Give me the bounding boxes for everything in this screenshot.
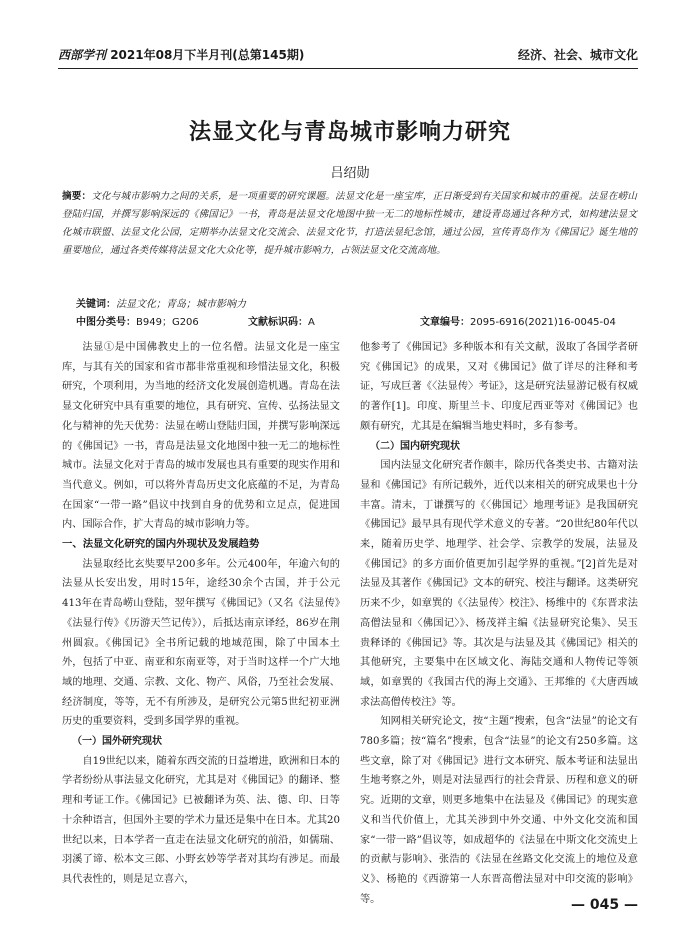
section-heading: （一）国外研究现状: [72, 736, 162, 748]
abstract-text: 文化与城市影响力之间的关系，是一项重要的研究课题。法显文化是一座宝库，正日渐受到有关国家和城市的重视。法显在崂山登陆归国，并撰写影响深远的《佛国记》一书，青岛是法显文化地图中独一无二的地标性城市，建设青岛通过各种方式，如构建法显文化城市联盟、法显文化公园，定期举办法显文化交流会、法显文化节，打造法显纪念馆，通过公园，宣传青岛作为《佛国记》诞生地的重要地位，通过各类传媒将法显文化大众化等，提升城市影响力，占领法显文化交流高地。: [62, 191, 638, 256]
keywords: [76, 295, 636, 310]
clc-value: B949；G206: [136, 317, 199, 328]
document-code: [248, 313, 315, 328]
journal-logo: 西部学刊: [58, 48, 107, 62]
body-column-left: [62, 338, 340, 913]
running-header: [58, 40, 638, 69]
article-author: 吕绍勋: [330, 166, 370, 181]
clc-number: [76, 313, 199, 328]
page-number: — 045 —: [571, 897, 638, 913]
keywords-label: 关键词：: [76, 299, 116, 310]
section-heading: （二）国内研究现状: [370, 440, 460, 452]
doc-code-value: A: [308, 317, 315, 328]
keywords-text: 法显文化；青岛；城市影响力: [116, 299, 246, 310]
body-paragraph: 他参考了《佛国记》多种版本和有关文献，汲取了各国学者研究《佛国记》的成果，又对《佛国记》做了详尽的注释和考证，写成巨著《〈法显传〉考证》，这是研究法显游记极有权威的著作[1]。印度、斯里兰卡、印度尼西亚等对《佛国记》也颇有研究，尤其是在编辑当地史料时，多有参考。: [360, 342, 638, 432]
section-heading: 一、法显文化研究的国内外现状及发展趋势: [62, 538, 260, 551]
clc-label: 中图分类号：: [76, 317, 136, 328]
issue-info: 2021年08月下半月刊(总第145期): [110, 48, 305, 62]
body-paragraph: 知网相关研究论文，按“主题”搜索，包含“法显”的论文有780多篇；按“篇名”搜索，包含“法显”的论文有250多篇。这些文章，除了对《佛国记》进行文本研究、版本考证和法显出生地考察之外，则是对法显西行的社会背景、历程和意义的研究。近期的文章，则更多地集中在法显及《佛国记》的现实意义和当代价值上，尤其关涉到中外交通、中外文化交流和国家“一带一路”倡议等，如成超华的《法显在中斯文化交流史上的贡献与影响》、张浩的《法显在丝路文化交流上的地位及意义》、杨艳的《西游第一人东晋高僧法显对中印交流的影响》等。: [360, 716, 638, 905]
header-section: 经济、社会、城市文化: [517, 48, 638, 62]
article-metadata: [76, 313, 636, 327]
doc-code-label: 文献标识码：: [248, 317, 308, 328]
body-paragraph: 法显取经比玄奘要早200多年。公元400年，年逾六旬的法显从长安出发，用时15年，途经30余个古国，并于公元413年在青岛崂山登陆，翌年撰写《佛国记》（又名《法显传》《法显行传》《历游天竺记传》），后抵达南京译经，86岁在荆州圆寂。《佛国记》全书所记载的地域范围，除了中国本土外，包括了中亚、南亚和东南亚等，对于当时这样一个广大地域的地理、交通、宗教、文化、物产、风俗，乃至社会发展、经济制度，等等，无不有所涉及，是研究公元第5世纪初亚洲历史的重要资料，受到多国学界的重视。: [62, 558, 340, 728]
abstract: [62, 188, 637, 260]
abstract-label: 摘要：: [62, 191, 92, 202]
article-number: [420, 313, 616, 328]
header-journal-issue: [58, 46, 304, 63]
body-column-right: [360, 338, 638, 913]
article-no-label: 文章编号：: [420, 317, 470, 328]
body-paragraph: 国内法显文化研究者作颇丰，除历代各类史书、古籍对法显和《佛国记》有所记载外，近代以来相关的研究成果也十分丰富。清末，丁谦撰写的《〈佛国记〉地理考证》是我国研究《佛国记》最早具有现代学术意义的专著。“20世纪80年代以来，随着历史学、地理学、社会学、宗教学的发展，法显及《佛国记》的多方面价值更加引起学界的重视。”[2]首先是对法显及其著作《佛国记》文本的研究、校注与翻译。这类研究历来不少，如章巽的《〈法显传〉校注》、杨维中的《东晋求法高僧法显和〈佛国记〉》、杨茂祥主编《法显研究论集》、吴玉贵释译的《佛国记》等。其次是与法显及其《佛国记》相关的其他研究，主要集中在区域文化、海陆交通和人物传记等领域，如章巽的《我国古代的海上交通》、王邦维的《大唐西域求法高僧传校注》等。: [360, 460, 638, 708]
article-no-value: 2095-6916(2021)16-0045-04: [470, 317, 616, 328]
article-title: 法显文化与青岛城市影响力研究: [188, 119, 511, 145]
body-paragraph: 法显①是中国佛教史上的一位名僧。法显文化是一座宝库，与其有关的国家和省市都非常重视和珍惜法显文化，积极研究，个项利用，为当地的经济文化发展创造机遇。青岛在法显文化研究中具有重要的地位，具有研究、宣传、弘扬法显文化与精神的先天优势：法显在崂山登陆归国，并撰写影响深远的《佛国记》一书，青岛是法显文化地图中独一无二的地标性城市。法显文化对于青岛的城市发展也具有重要的现实作用和当代意义。例如，可以将外青岛历史文化底蕴的不足，为青岛在国家“一带一路”倡议中找到自身的优势和立足点，促进国内、国际合作，扩大青岛的城市影响力等。: [62, 342, 340, 531]
body-paragraph: 自19世纪以来，随着东西交流的日益增进，欧洲和日本的学者纷纷从事法显文化研究，尤其是对《佛国记》的翻译、整理和考证工作。《佛国记》已被翻译为英、法、德、印、日等十余种语言，但国外主要的学术力量还是集中在日本。尤其20世纪以来，日本学者一直走在法显文化研究的前沿，如儒瑞、羽溪了谛、松本文三郎、小野玄妙等学者对其均有涉足。而最具代表性的，则是足立喜六，: [62, 755, 340, 885]
